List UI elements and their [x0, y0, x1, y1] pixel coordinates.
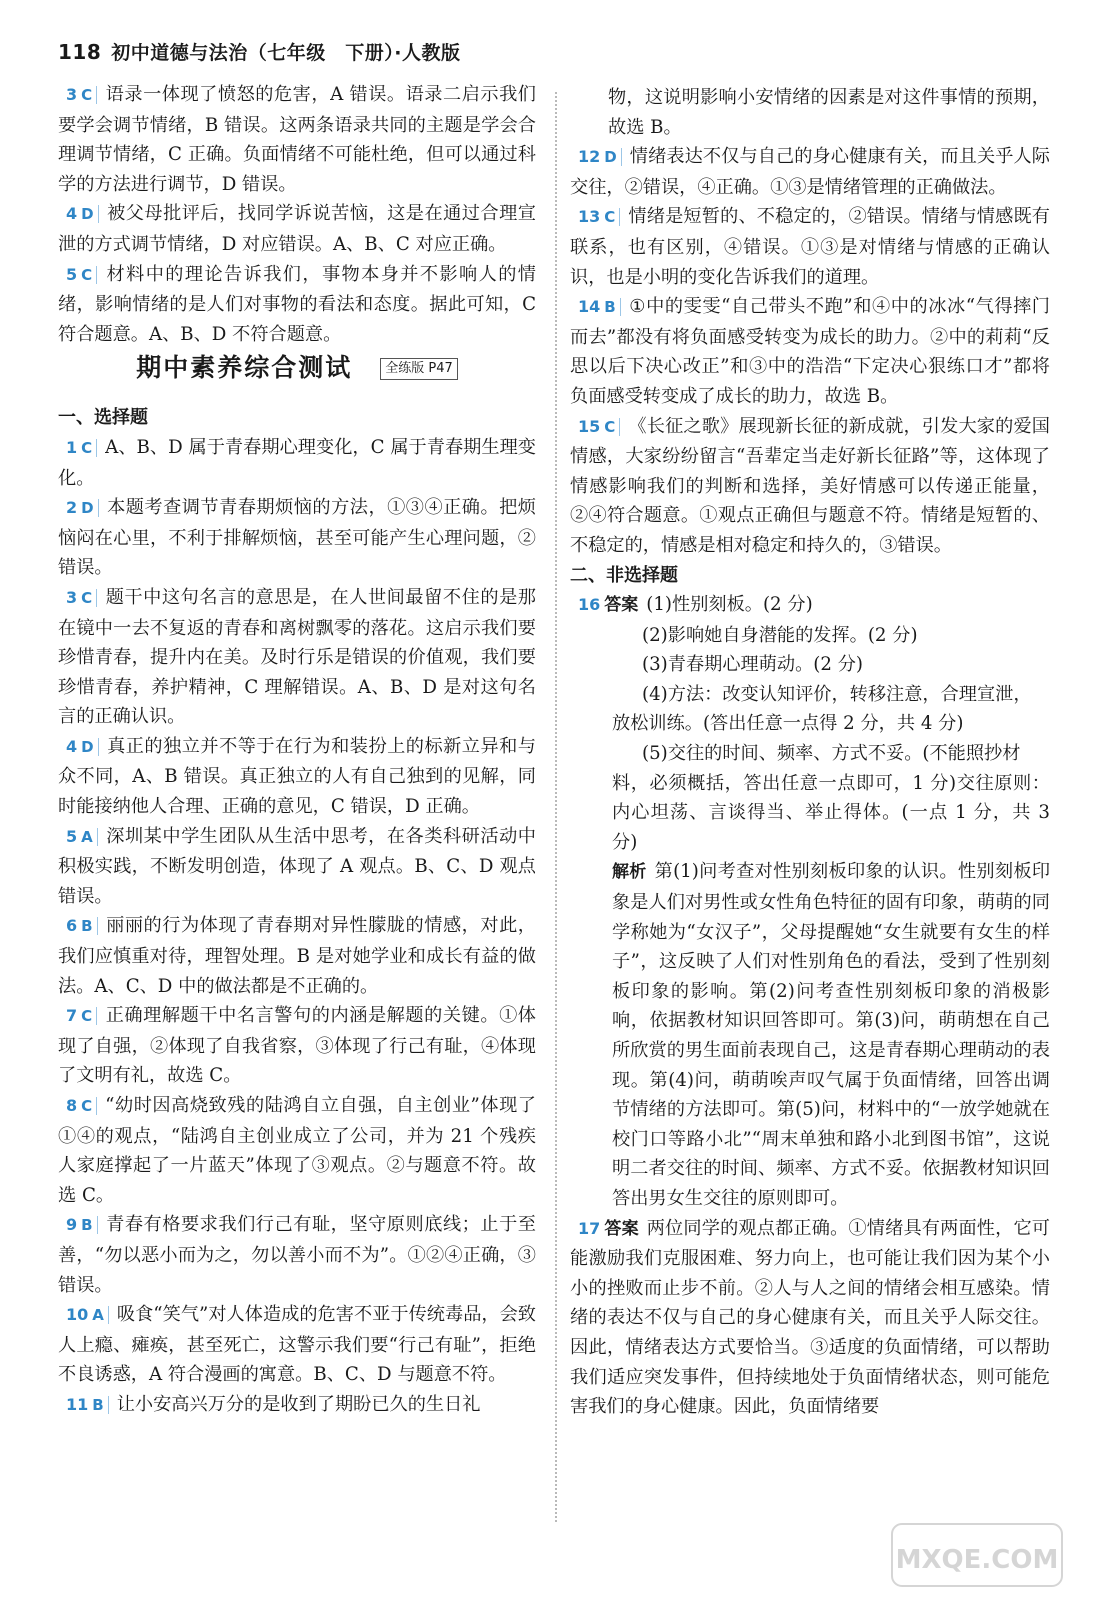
answer-letter: C [604, 208, 620, 226]
answer-letter: C [81, 86, 97, 104]
question-number: 7 [66, 1006, 78, 1026]
explanation: 正确理解题干中名言警句的内涵是解题的关键。①体现了自强，②体现了自我省察，③体现了行己有耻，④体现了文明有礼，故选 C。 [58, 1005, 536, 1087]
test-title: 期中素养综合测试 [136, 353, 353, 383]
answer-line: 料，必须概括，答出任意一点即可，1 分)交往原则：内心坦荡、言谈得当、举止得体。(一点 1 分，共 3 分) [612, 772, 1050, 853]
answer-item [58, 260, 536, 350]
svg-text:MXQE.COM: MXQE.COM [895, 1545, 1059, 1575]
answer-item [570, 412, 1050, 561]
explanation: 本题考查调节青春期烦恼的方法，①③④正确。把烦恼闷在心里，不利于排解烦恼，甚至可能产生心理问题，②错误。 [58, 497, 536, 579]
page-number: 118 [58, 40, 102, 64]
question-number: 16 [578, 595, 601, 615]
explanation: 深圳某中学生团队从生活中思考，在各类科研活动中积极实践，不断发明创造，体现了 A 观点。B、C、D 观点错误。 [58, 825, 536, 907]
question-number: 17 [578, 1218, 601, 1238]
answer-item [58, 80, 536, 199]
explanation: A、B、D 属于青春期心理变化，C 属于青春期生理变化。 [58, 436, 536, 489]
answer-letter: B [604, 298, 620, 316]
book-title: 初中道德与法治（七年级 下册）·人教版 [111, 42, 461, 64]
question-number: 5 [66, 264, 78, 284]
answer-letter: D [604, 148, 621, 166]
watermark-logo [890, 1520, 1065, 1590]
answer-letter: A [92, 1306, 109, 1324]
answer-letter: A [81, 828, 98, 846]
question-number: 6 [66, 916, 78, 936]
question-number: 12 [578, 147, 601, 167]
answer-item [58, 1390, 536, 1421]
question-number: 3 [66, 587, 78, 607]
answer-label: 答案 [604, 595, 639, 616]
test-title-row [58, 353, 536, 401]
explanation: ①中的雯雯“自己带头不跑”和④中的冰冰“气得摔门而去”都没有将负面感受转变为成长的助力。②中的莉莉“反思以后下决心改正”和③中的浩浩“下定决心狠练口才”都将负面感受转变成了成长的助力，故选 B。 [570, 296, 1050, 407]
answer-letter: C [81, 1007, 97, 1025]
question-number: 8 [66, 1096, 78, 1115]
answer-letter: B [81, 1216, 97, 1234]
explanation: 被父母批评后，找同学诉说苦恼，这是在通过合理宣泄的方式调节情绪，D 对应错误。A、B、C 对应正确。 [58, 203, 536, 255]
left-column [58, 80, 536, 1421]
page-header [58, 38, 460, 78]
analysis-text: 第(1)问考查对性别刻板印象的认识。性别刻板印象是人们对男性或女性角色特征的固有印象，萌萌的同学称她为“女汉子”，父母提醒她“女生就要有女生的样子”，这反映了人们对性别角色的看法，受到了性别刻板印象的影响。第(2)问考查性别刻板印象的消极影响，依据教材知识回答即可。第(3)问，萌萌想在自己所欣赏的男生面前表现自己，这是青春期心理萌动的表现。第(4)问，萌萌唉声叹气属于负面情绪，回答出调节情绪的方法即可。第(5)问，材料中的“一放学她就在校门口等路小北”“周末单独和路小北到图书馆”，这说明二者交往的时间、频率、方式不妥。依据教材知识回答出男女生交往的原则即可。 [612, 861, 1051, 1209]
right-column [570, 83, 1050, 1422]
answer-letter: C [604, 418, 620, 436]
answer-item [58, 1091, 536, 1210]
answer-item [58, 583, 536, 732]
question-number: 9 [66, 1215, 78, 1235]
question-number: 11 [66, 1394, 89, 1414]
answer-item [58, 1001, 536, 1091]
explanation: 让小安高兴万分的是收到了期盼已久的生日礼 [116, 1393, 481, 1415]
question-number: 3 [66, 85, 78, 104]
explanation: 《长征之歌》展现新长征的新成就，引发大家的爱国情感，大家纷纷留言“吾辈定当走好新长征路”等，这体现了情感影响我们的判断和选择，美好情感可以传递正能量，②④符合题意。①观点正确但与题意不符。情绪是短暂的、不稳定的，情感是相对稳定和持久的，③错误。 [570, 415, 1050, 556]
explanation: 语录一体现了愤怒的危害，A 错误。语录二启示我们要学会调节情绪，B 错误。这两条语录共同的主题是学会合理调节情绪，C 正确。负面情绪不可能杜绝，但可以通过科学的方法进行调节，D 错误。 [58, 84, 536, 195]
analysis-block [570, 857, 1050, 1213]
question-number: 14 [578, 297, 601, 317]
answer-letter: D [81, 499, 98, 517]
answer-item [58, 199, 536, 259]
explanation: 真正的独立并不等于在行为和装扮上的标新立异和与众不同，A、B 错误。真正独立的人有自己独到的见解，同时能接纳他人合理、正确的意见，C 错误，D 正确。 [58, 735, 536, 818]
explanation: 青春有格要求我们行己有耻，坚守原则底线；止于至善，“勿以恶小而为之，勿以善小而不为”。①②④正确，③错误。 [58, 1214, 536, 1296]
explanation: 情绪是短暂的、不稳定的，②错误。情绪与情感既有联系，也有区别，④错误。①③是对情绪与情感的正确认识，也是小明的变化告诉我们的道理。 [570, 206, 1050, 288]
answer-line: 放松训练。(答出任意一点得 2 分，共 4 分) [612, 713, 964, 735]
answer-line: (2)影响她自身潜能的发挥。(2 分) [642, 624, 918, 646]
answer-item [58, 822, 536, 912]
answer-item [58, 493, 536, 583]
explanation: 材料中的理论告诉我们，事物本身并不影响人的情绪，影响情绪的是人们对事物的看法和态度。据此可知，C 符合题意。A、B、D 不符合题意。 [58, 263, 536, 345]
section-heading: 一、选择题 [58, 407, 148, 429]
answer-item [570, 202, 1050, 292]
question-number: 4 [66, 204, 78, 224]
question-number: 4 [66, 736, 78, 756]
answer-letter: D [81, 738, 98, 756]
question-16 [570, 590, 1050, 621]
answer-letter: B [81, 917, 97, 935]
question-17 [570, 1214, 1050, 1422]
answer-line: (4)方法：改变认知评价，转移注意，合理宣泄， [642, 683, 1032, 705]
question-number: 2 [66, 498, 78, 518]
continued-explanation: 物，这说明影响小安情绪的因素是对这件事情的预期，故选 B。 [608, 87, 1050, 138]
answer-item [570, 292, 1050, 411]
answer-line: (5)交往的时间、频率、方式不妥。(不能照抄材 [642, 743, 1021, 765]
answer-letter: B [92, 1396, 108, 1414]
question-number: 1 [66, 437, 78, 457]
answer-letter: D [81, 205, 98, 223]
answer-line: (1)性别刻板。(2 分) [646, 594, 813, 616]
answer-label: 答案 [604, 1218, 639, 1239]
answer-letter: C [81, 266, 97, 284]
explanation: “幼时因高烧致残的陆鸿自立自强，自主创业”体现了①④的观点，“陆鸿自主创业成立了公司，并为 21 个残疾人家庭撑起了一片蓝天”体现了③观点。②与题意不符。故选 C。 [58, 1095, 536, 1206]
test-reference-tag: 全练版 P47 [380, 358, 458, 380]
answer-letter: C [81, 589, 97, 607]
answer-item [58, 433, 536, 493]
answer-line: (3)青春期心理萌动。(2 分) [642, 654, 863, 676]
question-number: 15 [578, 416, 601, 436]
answer-text: 两位同学的观点都正确。①情绪具有两面性，它可能激励我们克服困难、努力向上，也可能让我们因为某个小小的挫败而止步不前。②人与人之间的情绪会相互感染。情绪的表达不仅与自己的身心健康有关，而且关乎人际交往。因此，情绪表达方式要恰当。③适度的负面情绪，可以帮助我们适应突发事件，但持续地处于负面情绪状态，则可能危害我们的身心健康。因此，负面情绪要 [570, 1217, 1050, 1418]
answer-item [58, 732, 536, 822]
explanation: 情绪表达不仅与自己的身心健康有关，而且关乎人际交往，②错误，④正确。①③是情绪管理的正确做法。 [570, 146, 1050, 198]
section-heading: 二、非选择题 [570, 564, 678, 586]
answer-letter: C [81, 439, 97, 457]
answer-item [570, 142, 1050, 202]
question-number: 10 [66, 1305, 89, 1325]
answer-item [58, 911, 536, 1001]
answer-letter: C [81, 1097, 97, 1115]
analysis-label: 解析 [612, 862, 647, 883]
question-number: 13 [578, 207, 601, 227]
answer-item [58, 1210, 536, 1300]
column-divider [555, 92, 557, 1522]
question-number: 5 [66, 826, 78, 846]
explanation: 丽丽的行为体现了青春期对异性朦胧的情感，对此，我们应慎重对待，理智处理。B 是对她学业和成长有益的做法。A、C、D 中的做法都是不正确的。 [58, 915, 536, 997]
explanation: 题干中这句名言的意思是，在人世间最留不住的是那在镜中一去不复返的青春和离树飘零的落花。这启示我们要珍惜青春，提升内在美。及时行乐是错误的价值观，我们要珍惜青春，养护精神，C 理解错误。A、B、D 是对这句名言的正确认识。 [58, 586, 536, 728]
answer-item [58, 1300, 536, 1390]
explanation: 吸食“笑气”对人体造成的危害不亚于传统毒品，会致人上瘾、瘫痪，甚至死亡，这警示我们要“行己有耻”，拒绝不良诱惑，A 符合漫画的寓意。B、C、D 与题意不符。 [58, 1304, 536, 1386]
